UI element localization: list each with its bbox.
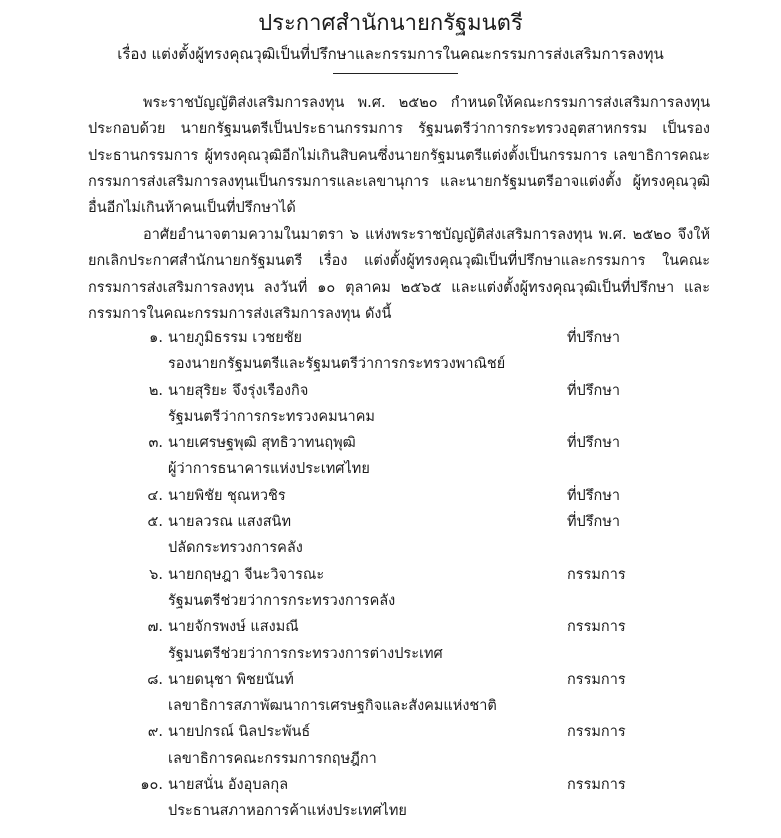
member-position: รัฐมนตรีช่วยว่าการกระทรวงการคลัง <box>168 592 396 609</box>
member-name: นายจักรพงษ์ แสงมณี <box>168 619 299 636</box>
member-name: นายสนั่น อังอุบลกุล <box>168 777 289 794</box>
body-paragraph-1: พระราชบัญญัติส่งเสริมการลงทุน พ.ศ. ๒๕๒๐ กำหนดให้คณะกรรมการส่งเสริมการลงทุน ประกอบด้วย นายกรัฐมนตรีเป็นประธานกรรมการ รัฐมนตรีว่าการกระทรวงอุตสาหกรรม เป็นรองประธานกรรมการ ผู้ทรงคุณวุฒิอีกไม่เกินสิบคนซึ่งนายกรัฐมนตรีแต่งตั้งเป็นกรรมการ เลขาธิการคณะกรรมการส่งเสริมการลงทุนเป็นกรรมการและเลขานุการ และนายกรัฐมนตรีอาจแต่งตั้ง ผู้ทรงคุณวุฒิอื่นอีกไม่เกินห้าคนเป็นที่ปรึกษาได้ <box>88 95 710 217</box>
member-name: นายลวรณ แสงสนิท <box>168 514 292 531</box>
member-position: เลขาธิการสภาพัฒนาการเศรษฐกิจและสังคมแห่งชาติ <box>168 698 497 715</box>
member-entry <box>0 325 781 378</box>
member-position-row <box>0 693 781 719</box>
member-row <box>0 719 781 745</box>
member-position-row <box>0 641 781 667</box>
member-position: รัฐมนตรีช่วยว่าการกระทรวงการต่างประเทศ <box>168 645 443 662</box>
member-role: ที่ปรึกษา <box>567 330 621 346</box>
member-position-row <box>0 404 781 430</box>
member-entry <box>0 562 781 615</box>
document-subtitle: เรื่อง แต่งตั้งผู้ทรงคุณวุฒิเป็นที่ปรึกษาและกรรมการในคณะกรรมการส่งเสริมการลงทุน <box>117 45 664 63</box>
member-entry <box>0 772 781 825</box>
member-number: ๔. <box>147 487 163 504</box>
member-name: นายดนุชา พิชยนันท์ <box>168 671 294 688</box>
member-position: ประธานสภาหอการค้าแห่งประเทศไทย <box>168 803 407 820</box>
member-role: กรรมการ <box>567 619 626 636</box>
member-row <box>0 483 781 509</box>
member-number: ๑๐. <box>140 777 163 794</box>
member-position: รองนายกรัฐมนตรีและรัฐมนตรีว่าการกระทรวงพาณิชย์ <box>168 356 506 373</box>
member-role: กรรมการ <box>567 566 626 583</box>
member-name: นายพิชัย ชุณหวชิร <box>168 487 286 504</box>
member-role: ที่ปรึกษา <box>567 382 621 399</box>
member-name: นายปกรณ์ นิลประพันธ์ <box>168 724 311 741</box>
member-entry <box>0 667 781 720</box>
member-number: ๘. <box>147 671 163 688</box>
member-number: ๗. <box>147 619 163 636</box>
body-paragraph-2: อาศัยอำนาจตามความในมาตรา ๖ แห่งพระราชบัญญัติส่งเสริมการลงทุน พ.ศ. ๒๕๒๐ จึงให้ยกเลิกประกาศสำนักนายกรัฐมนตรี เรื่อง แต่งตั้งผู้ทรงคุณวุฒิเป็นที่ปรึกษาและกรรมการ ในคณะกรรมการส่งเสริมการลงทุน ลงวันที่ ๑๐ ตุลาคม ๒๕๖๕ และแต่งตั้งผู้ทรงคุณวุฒิเป็นที่ปรึกษา และกรรมการในคณะกรรมการส่งเสริมการลงทุน ดังนี้ <box>88 227 710 322</box>
member-role: กรรมการ <box>567 724 626 741</box>
member-row <box>0 614 781 640</box>
body-paragraph-1-container <box>88 90 710 221</box>
member-role: ที่ปรึกษา <box>567 487 621 504</box>
member-position: รัฐมนตรีว่าการกระทรวงคมนาคม <box>168 408 375 425</box>
member-position: เลขาธิการคณะกรรมการกฤษฎีกา <box>168 750 377 767</box>
member-role: กรรมการ <box>567 671 626 688</box>
member-position: ผู้ว่าการธนาคารแห่งประเทศไทย <box>168 461 370 478</box>
member-name: นายเศรษฐพุฒิ สุทธิวาทนฤพุฒิ <box>168 435 356 452</box>
member-row <box>0 667 781 693</box>
member-number: ๓. <box>148 435 163 452</box>
member-position-row <box>0 746 781 772</box>
member-position-row <box>0 351 781 377</box>
member-row <box>0 430 781 456</box>
member-row <box>0 325 781 351</box>
member-name: นายภูมิธรรม เวชยชัย <box>168 330 303 346</box>
member-row <box>0 509 781 535</box>
member-entry <box>0 430 781 483</box>
member-number: ๕. <box>147 514 163 531</box>
member-entry <box>0 483 781 509</box>
member-row <box>0 562 781 588</box>
member-entry <box>0 509 781 562</box>
member-list <box>0 325 781 825</box>
document-title: ประกาศสำนักนายกรัฐมนตรี <box>258 11 523 36</box>
member-position-row <box>0 588 781 614</box>
member-row <box>0 772 781 798</box>
member-name: นายกฤษฎา จีนะวิจารณะ <box>168 566 325 583</box>
member-position-row <box>0 456 781 482</box>
member-role: ที่ปรึกษา <box>567 435 621 452</box>
member-position-row <box>0 535 781 561</box>
member-name: นายสุริยะ จึงรุ่งเรืองกิจ <box>168 382 309 399</box>
member-number: ๖. <box>149 566 163 583</box>
body-paragraph-2-container <box>88 222 710 327</box>
member-entry <box>0 719 781 772</box>
member-role: กรรมการ <box>567 777 626 794</box>
member-number: ๑. <box>149 330 163 346</box>
member-entry <box>0 614 781 667</box>
member-number: ๙. <box>147 724 163 741</box>
member-position-row <box>0 798 781 824</box>
member-entry <box>0 378 781 431</box>
member-number: ๒. <box>148 382 163 399</box>
title-divider <box>333 73 458 74</box>
member-role: ที่ปรึกษา <box>567 514 621 531</box>
member-position: ปลัดกระทรวงการคลัง <box>168 540 303 557</box>
member-row <box>0 378 781 404</box>
